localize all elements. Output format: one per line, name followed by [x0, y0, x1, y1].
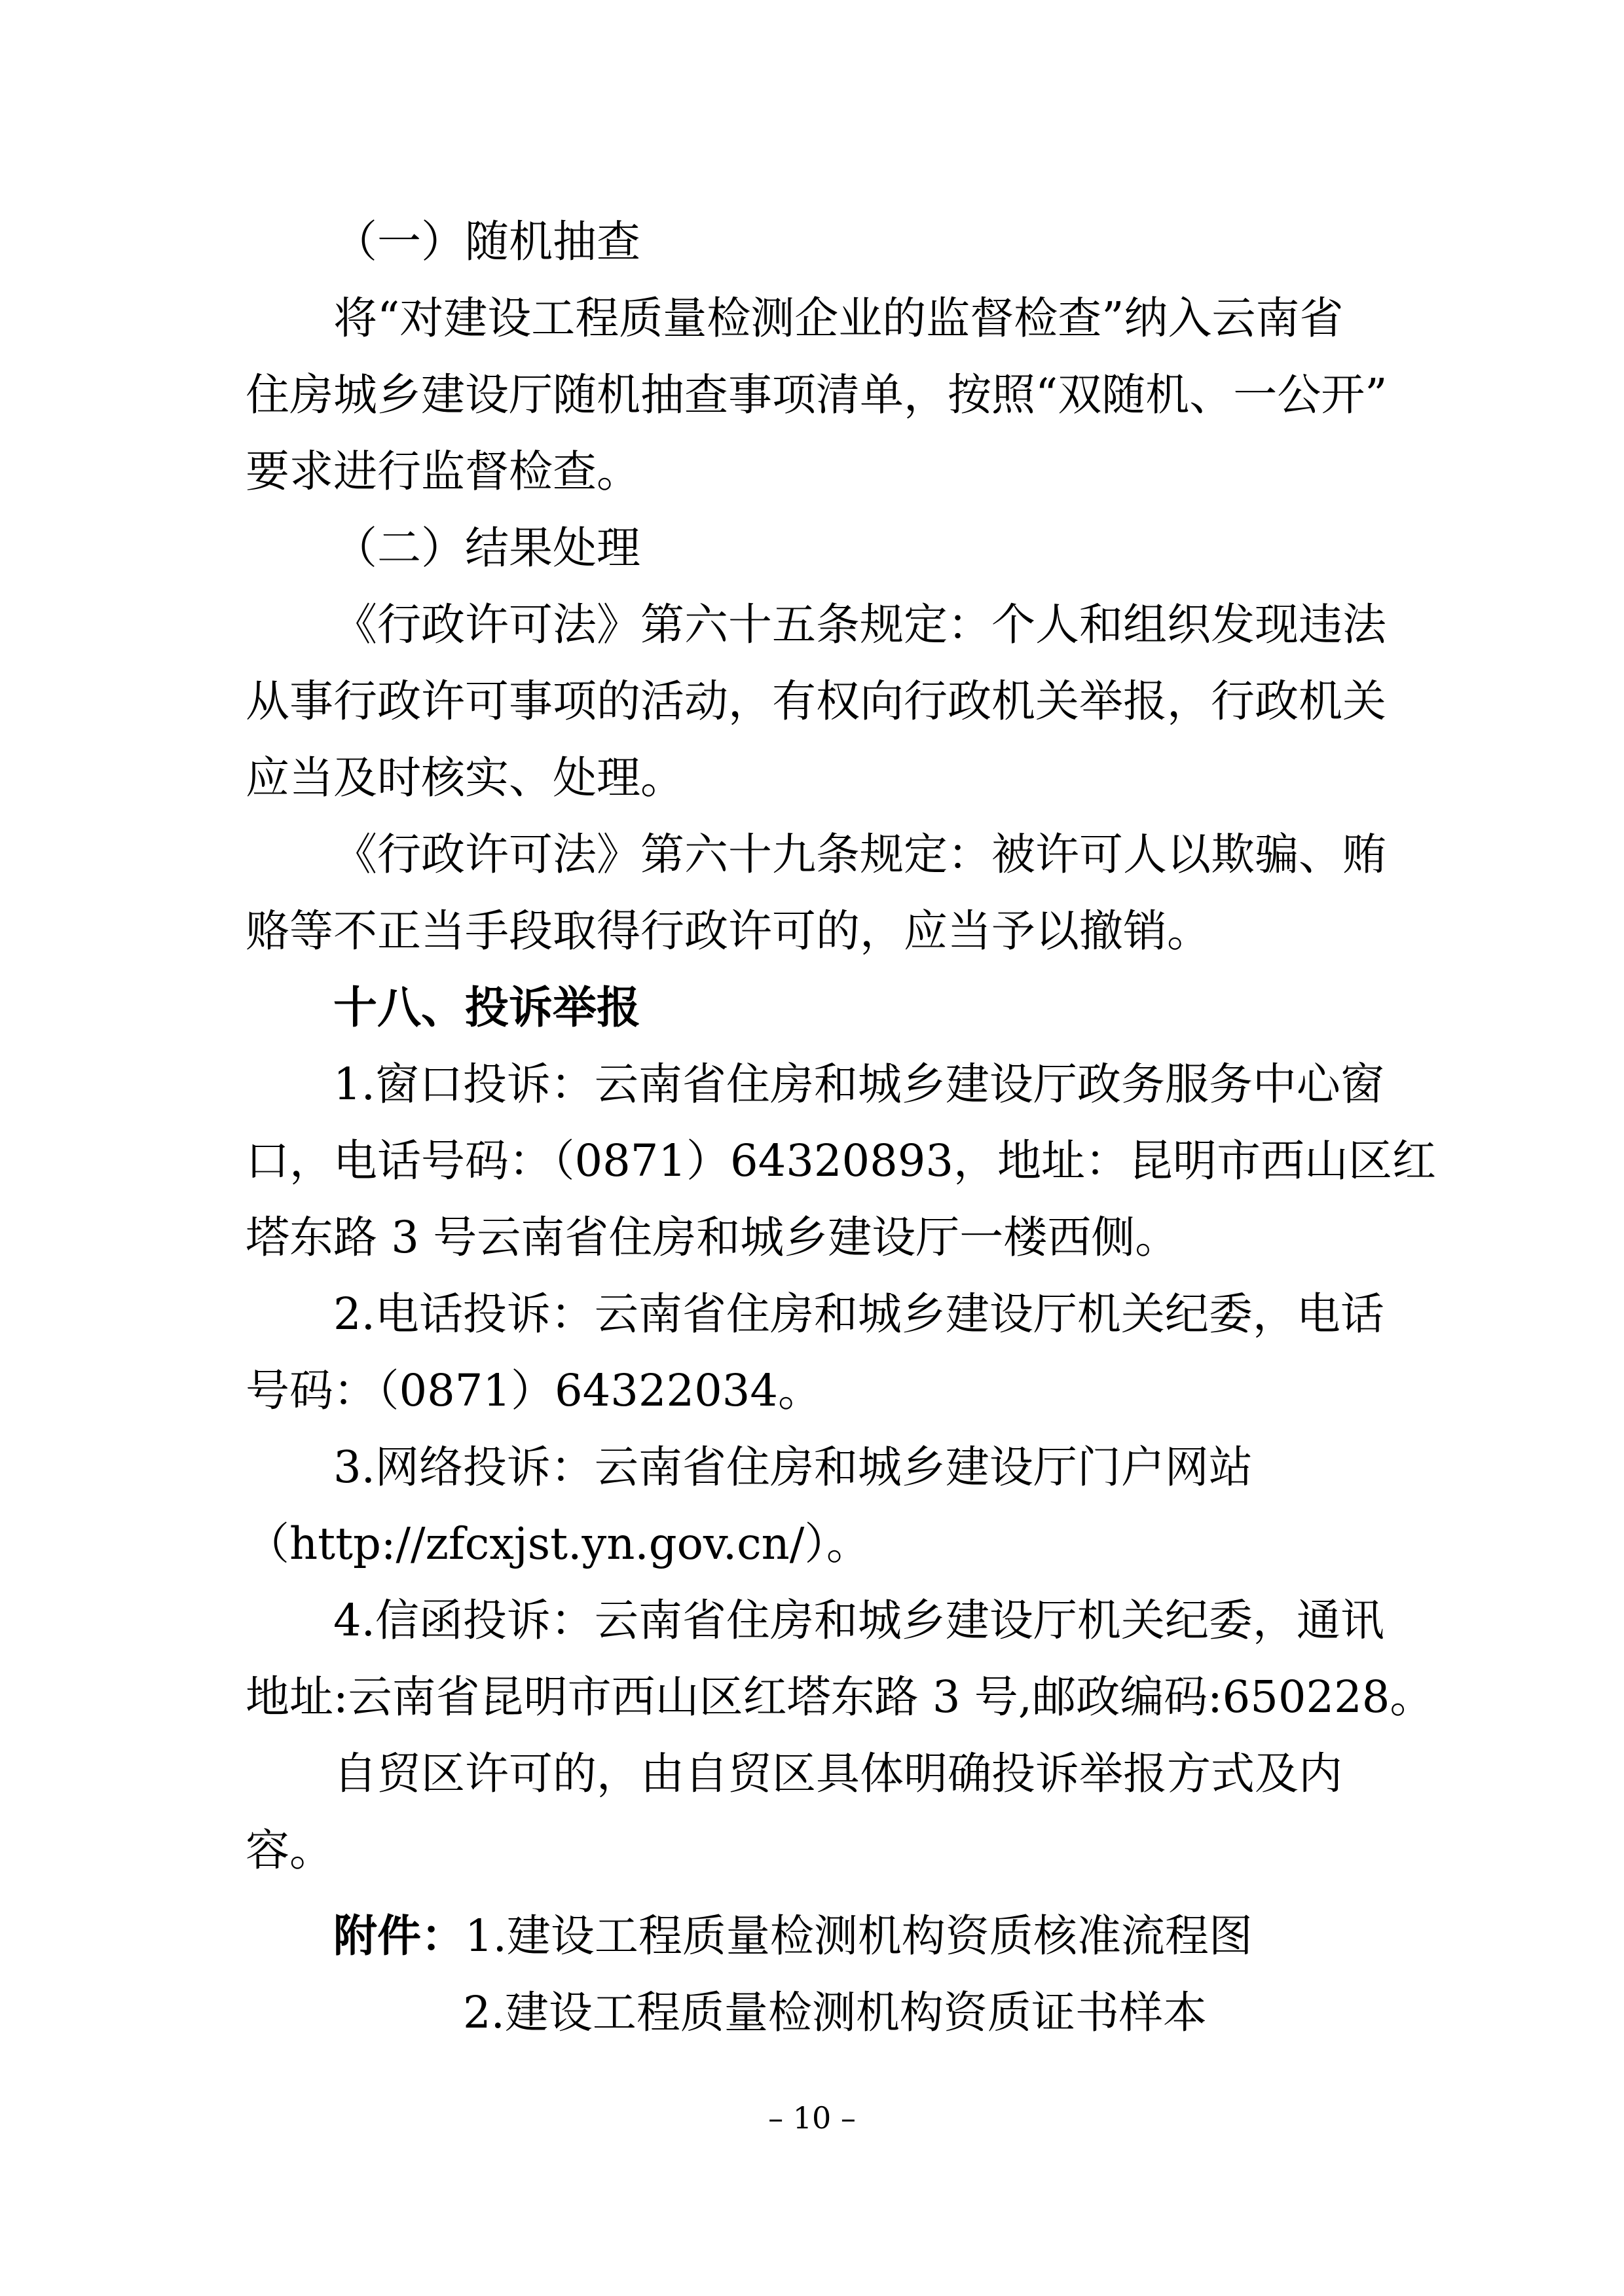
paragraph-line: 赂等不正当手段取得行政许可的，应当予以撤销。 [246, 905, 1211, 957]
attachment-item-1 [246, 1898, 1388, 1975]
paragraph-line: 应当及时核实、处理。 [246, 752, 684, 803]
paragraph-line: 2.电话投诉：云南省住房和城乡建设厅机关纪委，电话 [333, 1288, 1384, 1339]
paragraph-line: 3.网络投诉：云南省住房和城乡建设厅门户网站 [333, 1442, 1253, 1493]
paragraph-line: 《行政许可法》第六十五条规定：个人和组织发现违法 [333, 599, 1386, 650]
paragraph-line: 塔东路 3 号云南省住房和城乡建设厅一楼西侧。 [246, 1212, 1179, 1263]
document-body [246, 204, 1437, 2051]
subsection-heading-result-handling: （二）结果处理 [333, 522, 640, 574]
paragraph-line: 地址:云南省昆明市西山区红塔东路 3 号,邮政编码:650228。 [246, 1671, 1434, 1722]
attachment-item-1-text: 1.建设工程质量检测机构资质核准流程图 [465, 1910, 1253, 1961]
paragraph-line: 住房城乡建设厅随机抽查事项清单，按照“双随机、一公开” [246, 369, 1388, 420]
paragraph-line: 要求进行监督检查。 [246, 446, 640, 497]
paragraph-line: 自贸区许可的，由自贸区具体明确投诉举报方式及内 [333, 1748, 1342, 1799]
paragraph-line: 容。 [246, 1825, 333, 1876]
attachments-block [246, 1898, 1388, 2051]
paragraph-line: 将“对建设工程质量检测企业的监督检查”纳入云南省 [333, 293, 1344, 344]
paragraph-line: 1.窗口投诉：云南省住房和城乡建设厅政务服务中心窗 [333, 1059, 1384, 1110]
paragraph-line: 口，电话号码：（0871）64320893，地址：昆明市西山区红 [246, 1135, 1437, 1186]
website-url-line: （http://zfcxjst.yn.gov.cn/）。 [246, 1518, 870, 1569]
paragraph-line: 《行政许可法》第六十九条规定：被许可人以欺骗、贿 [333, 829, 1386, 880]
subsection-heading-random-inspection: （一）随机抽查 [333, 216, 640, 267]
paragraph-line: 4.信函投诉：云南省住房和城乡建设厅机关纪委，通讯 [333, 1595, 1384, 1646]
paragraph-line: 号码：（0871）64322034。 [246, 1365, 822, 1416]
section-heading-complaints: 十八、投诉举报 [333, 982, 640, 1033]
attachments-label: 附件： [333, 1910, 465, 1961]
paragraph-line: 从事行政许可事项的活动，有权向行政机关举报，行政机关 [246, 676, 1386, 727]
page-number: – 10 – [768, 2100, 856, 2136]
attachment-item-2: 2.建设工程质量检测机构资质证书样本 [463, 1987, 1207, 2038]
